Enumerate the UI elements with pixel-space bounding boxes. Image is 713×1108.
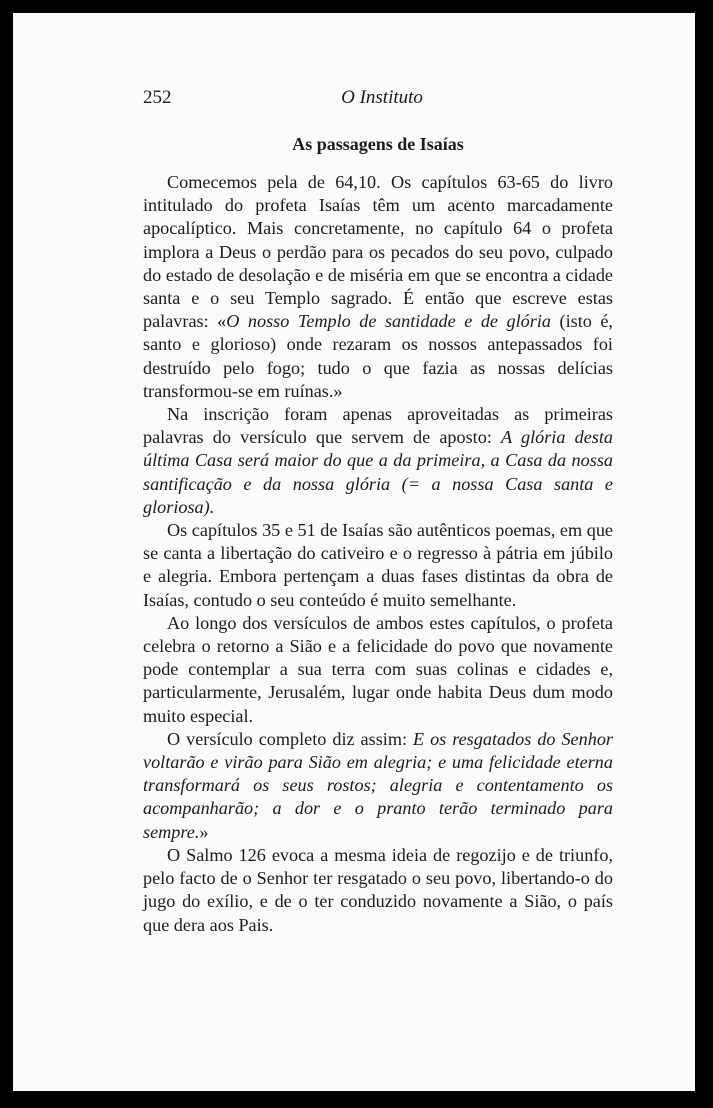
running-title: O Instituto: [341, 87, 423, 108]
text-run: (isto é, santo e glorioso) onde rezaram os nossos antepassados foi destruído pelo fogo; tudo o que fazia as nossas delícias transformou-se em ruínas.»: [143, 311, 613, 401]
italic-text: O nosso Templo de santidade e de glória: [226, 311, 551, 332]
italic-text: A glória desta última Casa será maior do que a da primeira, a Casa da nossa santificação e da nossa glória (= a nossa Casa santa e gloriosa).: [143, 427, 613, 517]
section-title: As passagens de Isaías: [292, 134, 464, 154]
text-run: Na inscrição foram apenas aproveitadas as primeiras palavras do versículo que servem de aposto:: [143, 404, 613, 448]
paragraph: [143, 612, 613, 728]
paragraph: [143, 403, 613, 519]
body-text: [143, 171, 613, 937]
text-run: Ao longo dos versículos de ambos estes capítulos, o profeta celebra o retorno a Sião e a felicidade do povo que novamente pode contemplar a sua terra com suas colinas e cidades e, particularmente, Jerusalém, lugar onde habita Deus dum modo muito especial.: [143, 612, 613, 726]
text-run: »: [199, 821, 209, 842]
paragraph: [143, 519, 613, 612]
paragraph: [143, 171, 613, 403]
text-run: O versículo completo diz assim:: [167, 728, 413, 749]
page-number: 252: [143, 87, 172, 108]
page-header: [143, 87, 613, 113]
book-page: [13, 13, 695, 1091]
paragraph: [143, 844, 613, 937]
paragraph: [143, 728, 613, 844]
italic-text: E os resgatados do Senhor voltarão e virão para Sião em alegria; e uma felicidade eterna transformará os seus rostos; alegria e contentamento os acompanharão; a dor e o pranto terão terminado para sempre.: [143, 728, 613, 842]
text-run: Comecemos pela de 64,10. Os capítulos 63-65 do livro intitulado do profeta Isaías têm um acento marcadamente apocalíptico. Mais concretamente, no capítulo 64 o profeta implora a Deus o perdão para os pecados do seu povo, culpado do estado de desolação e de miséria em que se encontra a cidade santa e o seu Templo sagrado. É então que escreve estas palavras: «: [143, 172, 613, 332]
text-run: O Salmo 126 evoca a mesma ideia de regozijo e de triunfo, pelo facto de o Senhor ter resgatado o seu povo, libertando-o do jugo do exílio, e de o ter conduzido novamente a Sião, o país que dera aos Pais.: [143, 844, 613, 935]
text-run: Os capítulos 35 e 51 de Isaías são autênticos poemas, em que se canta a libertação do cativeiro e o regresso à pátria em júbilo e alegria. Embora pertençam a duas fases distintas da obra de Isaías, contudo o seu conteúdo é muito semelhante.: [143, 520, 613, 610]
